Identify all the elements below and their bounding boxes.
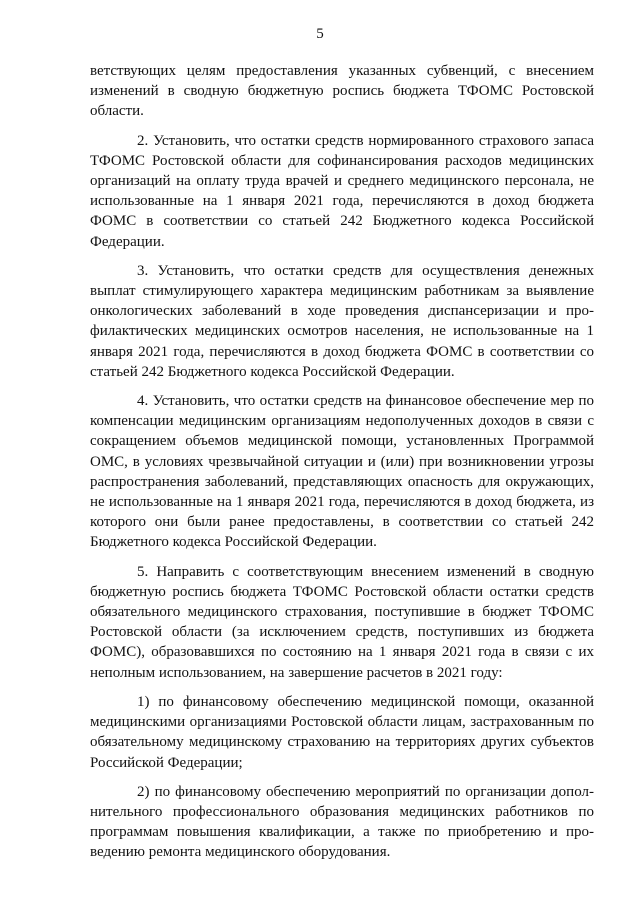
paragraph-item-4: 4. Установить, что остатки средств на финансовое обеспечение мер по компенсации медицинским организациям недополученных доходов в связи с сокращением объемов медицинской помощи, установленных Программой ОМС, в условиях чрезвычайной ситуации и (или) при возникновении угрозы распространения заболеваний, представляющих опасность для окружающих, не использованные на 1 января 2021 года, перечисляются в доход бюджета, из которого они были ранее предоставлены, в соответствии со статьей 242 Бюджетного кодекса Российской Федерации.	[90, 393, 594, 551]
paragraph-subitem-2: 2) по финансовому обеспечению мероприятий по организации дополнительного профессионального образования медицинских работников по программам повышения квалификации, а также по приобретению и проведению ремонта медицинского оборудования.	[90, 783, 594, 861]
paragraph-item-3: 3. Установить, что остатки средств для осуществления денежных выплат стимулирующего характера медицинским работникам за выявление онкологических заболеваний в ходе проведения диспансеризации и профилактических медицинских осмотров населения, не использованные на 1 января 2021 года, перечисляются в доход бюджета ФОМС в соответствии со статьей 242 Бюджетного кодекса Российской Федерации.	[90, 262, 594, 380]
page-number: 5	[316, 26, 324, 42]
paragraph-item-5: 5. Направить с соответствующим внесением изменений в сводную бюджетную роспись бюджета ТФОМС Ростовской области остатки средств обязательного медицинского страхования, поступившие в бюджет ТФОМС Ростовской области (за исключением средств, поступивших из бюджета ФОМС), образовавшихся по состоянию на 1 января 2021 года в связи с их неполным использованием, на завершение расчетов в 2021 году:	[90, 563, 594, 681]
document-body	[90, 61, 594, 863]
paragraph-subitem-1: 1) по финансовому обеспечению медицинской помощи, оказанной медицинскими организациями Ростовской области лицам, застрахованным по обязательному медицинскому страхованию на территориях других субъектов Российской Федерации;	[90, 693, 594, 771]
paragraph-item-2: 2. Установить, что остатки средств нормированного страхового запаса ТФОМС Ростовской области для софинансирования расходов медицинских организаций на оплату труда врачей и среднего медицинского персонала, не использованные на 1 января 2021 года, перечисляются в доход бюджета ФОМС в соответствии со статьей 242 Бюджетного кодекса Российской Федерации.	[90, 132, 594, 250]
paragraph-continuation: ветствующих целям предоставления указанных субвенций, с внесением изменений в сводную бюджетную роспись бюджета ТФОМС Ростовской области.	[90, 63, 594, 120]
